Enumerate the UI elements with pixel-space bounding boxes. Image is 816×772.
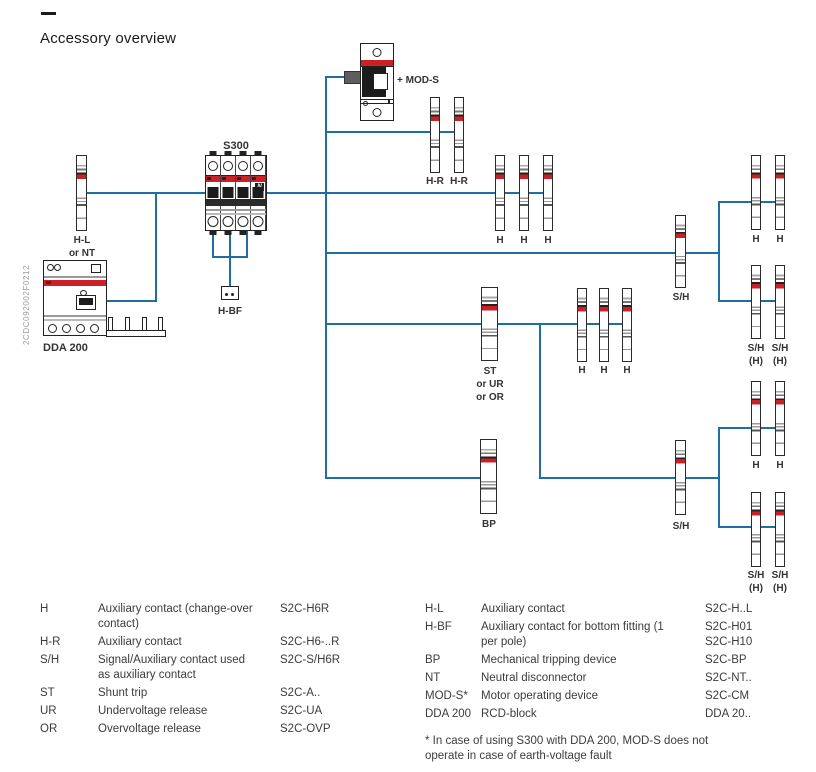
page-title: Accessory overview bbox=[40, 30, 177, 47]
label-h: H bbox=[776, 460, 784, 471]
legend-term: H-BF bbox=[425, 621, 452, 633]
label-h: H bbox=[578, 365, 586, 376]
legend-row bbox=[425, 689, 805, 704]
label-s-h-h: S/H (H) bbox=[747, 343, 765, 367]
terminal-screw bbox=[238, 161, 248, 171]
label-h: H bbox=[776, 234, 784, 245]
legend-row bbox=[40, 704, 400, 719]
busbar-pin bbox=[108, 317, 113, 331]
connector-line bbox=[325, 477, 489, 479]
legend-desc: Auxiliary contact (change-over contact) bbox=[98, 603, 253, 630]
legend-code: S2C-OVP bbox=[280, 723, 331, 735]
legend-desc: Signal/Auxiliary contact used as auxiliary contact bbox=[98, 654, 246, 681]
module-h bbox=[775, 381, 785, 456]
legend-code: S2C-H6R bbox=[280, 603, 330, 615]
label-s-h-h: S/H (H) bbox=[771, 570, 789, 594]
dda-200-rcd-block bbox=[43, 260, 107, 336]
pole-line bbox=[212, 231, 214, 258]
legend-code: S2C-H01 S2C-H10 bbox=[705, 621, 753, 648]
s300-breaker bbox=[205, 155, 267, 231]
label-s-h-h: S/H (H) bbox=[771, 343, 789, 367]
legend-term: MOD-S* bbox=[425, 690, 468, 702]
breaker-toggle bbox=[253, 187, 264, 198]
legend-desc: Auxiliary contact bbox=[98, 636, 182, 648]
module-s-h bbox=[775, 492, 785, 567]
label-dda-200: DDA 200 bbox=[43, 342, 88, 354]
label-s-h-h: S/H (H) bbox=[747, 570, 765, 594]
connector-line bbox=[718, 201, 780, 203]
rcd-toggle bbox=[76, 295, 96, 310]
busbar-pin bbox=[158, 317, 163, 331]
breaker-toggle bbox=[223, 187, 234, 198]
module-h-l bbox=[76, 155, 87, 231]
legend-code: S2C-H6-..R bbox=[280, 636, 340, 648]
mounting-hole bbox=[373, 48, 382, 57]
footnote: * In case of using S300 with DDA 200, MOD-S does not operate in case of earth-voltage fault bbox=[425, 735, 709, 762]
legend-desc: Auxiliary contact bbox=[481, 603, 565, 615]
label-h: H bbox=[752, 460, 760, 471]
legend-row bbox=[40, 602, 400, 632]
legend-row bbox=[40, 635, 400, 650]
trunk-line bbox=[325, 76, 327, 479]
dda-feed-line bbox=[155, 192, 157, 302]
connector-line bbox=[718, 427, 780, 429]
legend-right-column bbox=[425, 602, 805, 764]
legend-term: H bbox=[40, 603, 49, 615]
label-h-r: H-R bbox=[450, 176, 468, 187]
terminal-screw bbox=[253, 216, 264, 227]
module-h bbox=[751, 381, 761, 456]
legend-desc: Overvoltage release bbox=[98, 723, 201, 735]
legend-desc: Undervoltage release bbox=[98, 705, 208, 717]
legend-desc: Shunt trip bbox=[98, 687, 148, 699]
module-h-bf bbox=[221, 286, 239, 300]
module-s-h bbox=[775, 265, 785, 339]
module-h-r bbox=[454, 97, 464, 173]
label-h: H bbox=[544, 235, 552, 246]
legend-code: S2C-BP bbox=[705, 654, 747, 666]
module-h bbox=[599, 288, 609, 362]
legend-code: S2C-S/H6R bbox=[280, 654, 341, 666]
pole-line bbox=[246, 231, 248, 258]
label-st-ur-or: ST or UR or OR bbox=[476, 366, 504, 403]
connector-line bbox=[718, 526, 780, 528]
terminal-screw bbox=[208, 161, 218, 171]
label-h: H bbox=[496, 235, 504, 246]
terminal-screw bbox=[253, 161, 263, 171]
terminal-screw bbox=[62, 324, 71, 333]
legend-term: BP bbox=[425, 654, 441, 666]
connector-line bbox=[539, 477, 719, 479]
busbar-comb bbox=[106, 330, 166, 337]
terminal-screw bbox=[208, 216, 219, 227]
label-h-l: H-L or NT bbox=[68, 235, 96, 259]
legend-term: OR bbox=[40, 723, 58, 735]
label-s300: S300 bbox=[223, 140, 249, 152]
legend-desc: Auxiliary contact for bottom fitting (1 per pole) bbox=[481, 621, 664, 648]
legend-left-column bbox=[40, 602, 400, 740]
label-h-r: H-R bbox=[426, 176, 444, 187]
legend-row bbox=[425, 653, 805, 668]
title-dash bbox=[41, 12, 56, 15]
legend-term: ST bbox=[40, 687, 55, 699]
module-h-r bbox=[430, 97, 440, 173]
module-s-h bbox=[675, 440, 686, 515]
module-h bbox=[775, 155, 785, 230]
branch-line bbox=[718, 201, 720, 302]
module-st-ur-or bbox=[481, 287, 498, 361]
legend-term: NT bbox=[425, 672, 441, 684]
mod-s-device bbox=[360, 43, 394, 121]
module-h bbox=[495, 155, 505, 231]
terminal-screw bbox=[223, 216, 234, 227]
legend-row bbox=[425, 671, 805, 686]
label-h: H bbox=[600, 365, 608, 376]
legend-code: S2C-NT.. bbox=[705, 672, 752, 684]
module-s-h bbox=[751, 492, 761, 567]
legend-row bbox=[40, 653, 400, 683]
document-code-vertical: 2CDC092002F0212 bbox=[22, 264, 31, 345]
legend-row bbox=[40, 722, 400, 737]
module-bp bbox=[480, 439, 497, 514]
drop-line bbox=[539, 323, 541, 479]
legend-code: S2C-CM bbox=[705, 690, 750, 702]
legend-desc: RCD-block bbox=[481, 708, 537, 720]
legend-row bbox=[425, 707, 805, 722]
connector-line bbox=[325, 252, 719, 254]
busbar-pin bbox=[142, 317, 147, 331]
legend-desc: Motor operating device bbox=[481, 690, 598, 702]
module-s-h bbox=[751, 265, 761, 339]
legend-term: S/H bbox=[40, 654, 60, 666]
label-s-h: S/H bbox=[672, 292, 690, 303]
main-line bbox=[80, 192, 550, 194]
legend-term: H-L bbox=[425, 603, 444, 615]
label-mod-s: + MOD-S bbox=[397, 75, 439, 86]
legend-code: S2C-UA bbox=[280, 705, 323, 717]
legend-term: H-R bbox=[40, 636, 61, 648]
module-h bbox=[543, 155, 553, 231]
pole-line bbox=[229, 231, 231, 288]
legend-term: DDA 200 bbox=[425, 708, 472, 720]
busbar-pin bbox=[125, 317, 130, 331]
terminal-screw bbox=[223, 161, 233, 171]
label-bp: BP bbox=[482, 519, 496, 530]
module-s-h bbox=[675, 215, 686, 288]
branch-line bbox=[718, 427, 720, 528]
legend-code: DDA 20.. bbox=[705, 708, 752, 720]
legend-row bbox=[40, 686, 400, 701]
legend-code: S2C-A.. bbox=[280, 687, 321, 699]
connector-line bbox=[718, 300, 780, 302]
legend-desc: Mechanical tripping device bbox=[481, 654, 617, 666]
terminal-screw bbox=[76, 324, 85, 333]
terminal-screw bbox=[48, 324, 57, 333]
label-h: H bbox=[520, 235, 528, 246]
mounting-hole bbox=[373, 108, 382, 117]
dda-feed-line bbox=[106, 300, 157, 302]
legend-desc: Neutral disconnector bbox=[481, 672, 587, 684]
terminal-screw bbox=[90, 324, 99, 333]
label-s-h: S/H bbox=[672, 521, 690, 532]
label-h: H bbox=[752, 234, 760, 245]
pole-join-line bbox=[212, 256, 248, 258]
module-h bbox=[622, 288, 632, 362]
terminal-screw bbox=[238, 216, 249, 227]
label-h-bf: H-BF bbox=[218, 306, 242, 317]
label-h: H bbox=[623, 365, 631, 376]
legend-code: S2C-H..L bbox=[705, 603, 753, 615]
module-h bbox=[751, 155, 761, 230]
breaker-toggle bbox=[208, 187, 219, 198]
mod-s-connector bbox=[344, 71, 361, 84]
legend-row bbox=[425, 620, 805, 650]
breaker-toggle bbox=[238, 187, 249, 198]
legend-term: UR bbox=[40, 705, 57, 717]
module-h bbox=[519, 155, 529, 231]
legend-row bbox=[425, 602, 805, 617]
module-h bbox=[577, 288, 587, 362]
